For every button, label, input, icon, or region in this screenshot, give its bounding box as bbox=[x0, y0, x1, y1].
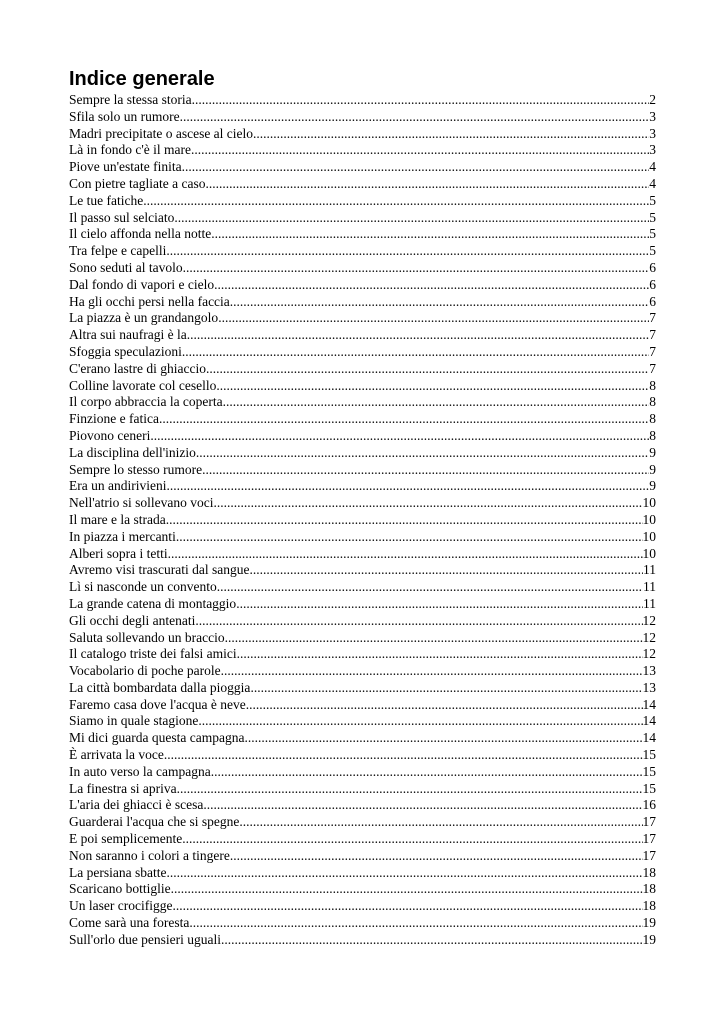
dot-leader bbox=[239, 814, 642, 831]
toc-entry[interactable] bbox=[69, 713, 656, 730]
toc-entry[interactable] bbox=[69, 478, 656, 495]
toc-entry-title: Vocabolario di poche parole bbox=[69, 663, 221, 679]
document-page bbox=[69, 66, 656, 949]
toc-entry-page-number: 6 bbox=[649, 293, 656, 309]
toc-entry[interactable] bbox=[69, 881, 656, 898]
dot-leader bbox=[211, 226, 649, 243]
dot-leader bbox=[182, 159, 650, 176]
toc-entry-page-number: 9 bbox=[649, 444, 656, 460]
toc-entry[interactable] bbox=[69, 310, 656, 327]
toc-entry-page-number: 3 bbox=[649, 142, 656, 158]
dot-leader bbox=[172, 898, 642, 915]
dot-leader bbox=[203, 797, 642, 814]
toc-entry[interactable] bbox=[69, 562, 656, 579]
toc-entry-title: Il mare e la strada bbox=[69, 511, 166, 527]
toc-entry-page-number: 9 bbox=[649, 461, 656, 477]
toc-entry[interactable] bbox=[69, 797, 656, 814]
toc-entry-title: Era un andirivieni bbox=[69, 478, 167, 494]
toc-entry-title: La grande catena di montaggio bbox=[69, 595, 237, 611]
dot-leader bbox=[164, 747, 643, 764]
toc-entry-title: È arrivata la voce bbox=[69, 747, 164, 763]
toc-entry-title: Non saranno i colori a tingere bbox=[69, 847, 230, 863]
dot-leader bbox=[166, 865, 642, 882]
dot-leader bbox=[166, 512, 643, 529]
toc-entry-page-number: 15 bbox=[642, 780, 656, 796]
toc-entry-page-number: 4 bbox=[649, 175, 656, 191]
toc-entry-page-number: 7 bbox=[649, 343, 656, 359]
toc-entry[interactable] bbox=[69, 495, 656, 512]
toc-entry[interactable] bbox=[69, 327, 656, 344]
toc-entry-page-number: 10 bbox=[642, 511, 656, 527]
dot-leader bbox=[214, 495, 643, 512]
dot-leader bbox=[168, 546, 643, 563]
toc-entry-page-number: 3 bbox=[649, 108, 656, 124]
toc-entry-page-number: 5 bbox=[649, 226, 656, 242]
dot-leader bbox=[143, 193, 649, 210]
dot-leader bbox=[249, 562, 643, 579]
toc-entry[interactable] bbox=[69, 243, 656, 260]
toc-entry-page-number: 4 bbox=[649, 159, 656, 175]
toc-entry-title: Sull'orlo due pensieri uguali bbox=[69, 931, 222, 947]
toc-entry[interactable] bbox=[69, 848, 656, 865]
toc-entry[interactable] bbox=[69, 915, 656, 932]
dot-leader bbox=[205, 176, 649, 193]
dot-leader bbox=[236, 596, 643, 613]
toc-entry-page-number: 2 bbox=[649, 92, 656, 107]
toc-entry[interactable] bbox=[69, 646, 656, 663]
toc-entry-title: Un laser crocifigge bbox=[69, 898, 173, 914]
dot-leader bbox=[182, 344, 649, 361]
toc-entry-title: In piazza i mercanti bbox=[69, 528, 176, 544]
toc-entry[interactable] bbox=[69, 294, 656, 311]
toc-entry-title: La disciplina dell'inizio bbox=[69, 444, 196, 460]
toc-entry[interactable] bbox=[69, 579, 656, 596]
toc-entry-page-number: 16 bbox=[642, 797, 656, 813]
toc-entry-title: Sempre lo stesso rumore bbox=[69, 461, 203, 477]
toc-entry-title: La persiana sbatte bbox=[69, 864, 167, 880]
dot-leader bbox=[244, 730, 642, 747]
toc-entry-page-number: 19 bbox=[642, 915, 656, 931]
toc-entry[interactable] bbox=[69, 176, 656, 193]
dot-leader bbox=[214, 277, 649, 294]
toc-entry[interactable] bbox=[69, 344, 656, 361]
toc-entry-title: Dal fondo di vapori e cielo bbox=[69, 276, 215, 292]
toc-entry[interactable] bbox=[69, 210, 656, 227]
toc-entry-page-number: 8 bbox=[649, 377, 656, 393]
toc-entry-title: Guarderai l'acqua che si spegne bbox=[69, 814, 240, 830]
toc-entry-page-number: 18 bbox=[642, 881, 656, 897]
toc-entry[interactable] bbox=[69, 932, 656, 949]
toc-entry-page-number: 9 bbox=[649, 478, 656, 494]
toc-entry-title: La finestra si apriva bbox=[69, 780, 177, 796]
dot-leader bbox=[237, 646, 643, 663]
dot-leader bbox=[218, 310, 649, 327]
toc-entry-title: Come sarà una foresta bbox=[69, 915, 190, 931]
dot-leader bbox=[182, 831, 642, 848]
toc-entry[interactable] bbox=[69, 226, 656, 243]
toc-entry-title: Piove un'estate finita bbox=[69, 159, 182, 175]
dot-leader bbox=[217, 579, 643, 596]
dot-leader bbox=[159, 411, 649, 428]
toc-entry[interactable] bbox=[69, 613, 656, 630]
toc-entry-title: Colline lavorate col cesello bbox=[69, 377, 217, 393]
toc-entry-title: Là in fondo c'è il mare bbox=[69, 142, 192, 158]
toc-entry-title: Alberi sopra i tetti bbox=[69, 545, 168, 561]
toc-entry-title: Lì si nasconde un convento bbox=[69, 579, 217, 595]
toc-entry-title: E poi semplicemente bbox=[69, 831, 183, 847]
toc-entry-page-number: 7 bbox=[649, 327, 656, 343]
toc-entry-title: Scaricano bottiglie bbox=[69, 881, 171, 897]
toc-entry-page-number: 6 bbox=[649, 276, 656, 292]
toc-entry-page-number: 11 bbox=[643, 579, 656, 595]
toc-entry-page-number: 6 bbox=[649, 259, 656, 275]
toc-entry-title: Nell'atrio si sollevano voci bbox=[69, 495, 214, 511]
toc-entry-page-number: 17 bbox=[642, 847, 656, 863]
toc-entry-page-number: 15 bbox=[642, 747, 656, 763]
toc-entry[interactable] bbox=[69, 411, 656, 428]
toc-entry[interactable] bbox=[69, 814, 656, 831]
toc-entry-title: Sono seduti al tavolo bbox=[69, 259, 183, 275]
toc-entry-title: Il passo sul selciato bbox=[69, 209, 175, 225]
toc-entry-page-number: 5 bbox=[649, 209, 656, 225]
toc-entry-title: In auto verso la campagna bbox=[69, 763, 211, 779]
toc-entry-page-number: 7 bbox=[649, 310, 656, 326]
dot-leader bbox=[221, 663, 643, 680]
toc-entry-page-number: 10 bbox=[642, 545, 656, 561]
toc-entry[interactable] bbox=[69, 260, 656, 277]
dot-leader bbox=[166, 243, 649, 260]
toc-entry-page-number: 14 bbox=[642, 730, 656, 746]
toc-entry[interactable] bbox=[69, 546, 656, 563]
toc-entry-page-number: 5 bbox=[649, 192, 656, 208]
toc-entry[interactable] bbox=[69, 193, 656, 210]
dot-leader bbox=[189, 915, 642, 932]
toc-entry-title: Il catalogo triste dei falsi amici bbox=[69, 646, 237, 662]
toc-entry-title: Altra sui naufragi è la bbox=[69, 327, 187, 343]
toc-entry[interactable] bbox=[69, 462, 656, 479]
toc-entry-title: Mi dici guarda questa campagna bbox=[69, 730, 245, 746]
toc-entry-page-number: 17 bbox=[642, 814, 656, 830]
toc-entry[interactable] bbox=[69, 126, 656, 143]
toc-list bbox=[69, 92, 656, 949]
toc-entry-page-number: 11 bbox=[643, 562, 656, 578]
toc-entry-title: Sempre la stessa storia bbox=[69, 92, 192, 107]
toc-entry-page-number: 17 bbox=[642, 831, 656, 847]
toc-entry-page-number: 7 bbox=[649, 360, 656, 376]
toc-entry[interactable] bbox=[69, 428, 656, 445]
toc-entry-page-number: 10 bbox=[642, 528, 656, 544]
toc-entry-title: Tra felpe e capelli bbox=[69, 243, 167, 259]
toc-entry-title: Saluta sollevando un braccio bbox=[69, 629, 225, 645]
dot-leader bbox=[250, 680, 642, 697]
toc-entry-page-number: 19 bbox=[642, 931, 656, 947]
toc-entry-page-number: 5 bbox=[649, 243, 656, 259]
toc-entry-title: La piazza è un grandangolo bbox=[69, 310, 219, 326]
dot-leader bbox=[180, 109, 650, 126]
toc-entry-title: Le tue fatiche bbox=[69, 192, 144, 208]
toc-entry[interactable] bbox=[69, 680, 656, 697]
dot-leader bbox=[211, 764, 643, 781]
toc-entry[interactable] bbox=[69, 159, 656, 176]
toc-entry[interactable] bbox=[69, 898, 656, 915]
toc-entry-page-number: 8 bbox=[649, 394, 656, 410]
toc-entry[interactable] bbox=[69, 512, 656, 529]
toc-entry[interactable] bbox=[69, 730, 656, 747]
toc-entry[interactable] bbox=[69, 630, 656, 647]
toc-entry[interactable] bbox=[69, 277, 656, 294]
dot-leader bbox=[230, 294, 649, 311]
dot-leader bbox=[253, 126, 649, 143]
toc-entry-page-number: 10 bbox=[642, 495, 656, 511]
toc-entry[interactable] bbox=[69, 831, 656, 848]
dot-leader bbox=[196, 445, 649, 462]
toc-entry-page-number: 13 bbox=[642, 679, 656, 695]
toc-entry-page-number: 14 bbox=[642, 713, 656, 729]
toc-entry[interactable] bbox=[69, 445, 656, 462]
toc-entry[interactable] bbox=[69, 92, 656, 109]
toc-entry-title: L'aria dei ghiacci è scesa bbox=[69, 797, 204, 813]
toc-entry-page-number: 12 bbox=[642, 629, 656, 645]
toc-entry[interactable] bbox=[69, 747, 656, 764]
dot-leader bbox=[174, 210, 649, 227]
dot-leader bbox=[225, 630, 643, 647]
toc-entry-title: Con pietre tagliate a caso bbox=[69, 175, 206, 191]
toc-entry-page-number: 15 bbox=[642, 763, 656, 779]
toc-title: Indice generale bbox=[69, 68, 215, 90]
toc-entry[interactable] bbox=[69, 764, 656, 781]
toc-entry[interactable] bbox=[69, 865, 656, 882]
toc-entry-page-number: 3 bbox=[649, 125, 656, 141]
toc-entry-page-number: 12 bbox=[642, 612, 656, 628]
toc-entry-title: Il cielo affonda nella notte bbox=[69, 226, 212, 242]
dot-leader bbox=[191, 142, 649, 159]
dot-leader bbox=[198, 713, 642, 730]
toc-entry-title: Il corpo abbraccia la coperta bbox=[69, 394, 223, 410]
toc-entry[interactable] bbox=[69, 781, 656, 798]
dot-leader bbox=[177, 781, 643, 798]
toc-entry[interactable] bbox=[69, 697, 656, 714]
toc-entry[interactable] bbox=[69, 378, 656, 395]
dot-leader bbox=[216, 378, 649, 395]
dot-leader bbox=[176, 529, 643, 546]
toc-entry-title: Siamo in quale stagione bbox=[69, 713, 199, 729]
toc-entry[interactable] bbox=[69, 529, 656, 546]
toc-entry-title: Sfila solo un rumore bbox=[69, 108, 180, 124]
toc-entry-page-number: 11 bbox=[643, 595, 656, 611]
toc-entry-page-number: 12 bbox=[642, 646, 656, 662]
toc-entry-page-number: 18 bbox=[642, 898, 656, 914]
toc-entry-page-number: 18 bbox=[642, 864, 656, 880]
toc-entry-page-number: 14 bbox=[642, 696, 656, 712]
dot-leader bbox=[246, 697, 643, 714]
toc-entry-title: Avremo visi trascurati dal sangue bbox=[69, 562, 250, 578]
toc-entry-title: C'erano lastre di ghiaccio bbox=[69, 360, 207, 376]
toc-entry[interactable] bbox=[69, 361, 656, 378]
toc-entry[interactable] bbox=[69, 394, 656, 411]
toc-entry-title: Piovono ceneri bbox=[69, 427, 151, 443]
toc-entry-page-number: 13 bbox=[642, 663, 656, 679]
dot-leader bbox=[192, 92, 650, 109]
dot-leader bbox=[166, 478, 649, 495]
dot-leader bbox=[195, 613, 642, 630]
dot-leader bbox=[230, 848, 643, 865]
toc-entry-page-number: 8 bbox=[649, 411, 656, 427]
toc-entry-title: Faremo casa dove l'acqua è neve bbox=[69, 696, 246, 712]
dot-leader bbox=[150, 428, 649, 445]
toc-entry[interactable] bbox=[69, 109, 656, 126]
dot-leader bbox=[183, 260, 650, 277]
dot-leader bbox=[171, 881, 643, 898]
toc-entry-title: Ha gli occhi persi nella faccia bbox=[69, 293, 230, 309]
toc-entry-title: La città bombardata dalla pioggia bbox=[69, 679, 251, 695]
toc-entry-title: Finzione e fatica bbox=[69, 411, 159, 427]
dot-leader bbox=[221, 932, 642, 949]
toc-entry-title: Madri precipitate o ascese al cielo bbox=[69, 125, 254, 141]
toc-entry[interactable] bbox=[69, 596, 656, 613]
dot-leader bbox=[206, 361, 649, 378]
toc-entry[interactable] bbox=[69, 142, 656, 159]
dot-leader bbox=[223, 394, 650, 411]
toc-entry-page-number: 8 bbox=[649, 427, 656, 443]
dot-leader bbox=[202, 462, 649, 479]
toc-entry[interactable] bbox=[69, 663, 656, 680]
dot-leader bbox=[187, 327, 650, 344]
toc-entry-title: Gli occhi degli antenati bbox=[69, 612, 196, 628]
toc-entry-title: Sfoggia speculazioni bbox=[69, 343, 182, 359]
